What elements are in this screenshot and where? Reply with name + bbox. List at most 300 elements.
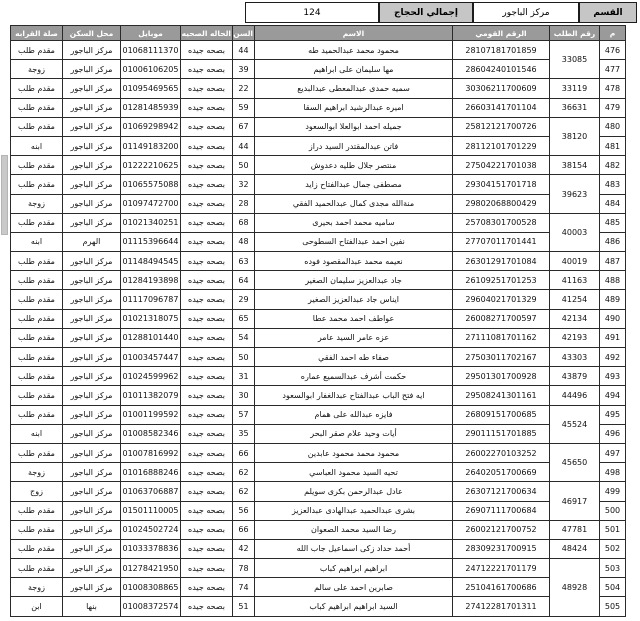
table-row (11, 117, 626, 136)
relation-cell: زوجة (11, 194, 63, 213)
age-cell: 42 (233, 539, 255, 558)
mobile-cell: 01007816992 (121, 443, 181, 462)
relation-cell: ابن (11, 597, 63, 616)
table-row (11, 156, 626, 175)
name-cell: فايزه عبدالله على همام (255, 405, 453, 424)
residence-cell: مركز الباجور (63, 559, 121, 578)
health-cell: بصحه جيده (181, 271, 233, 290)
table-row (11, 213, 626, 232)
health-cell: بصحه جيده (181, 136, 233, 155)
national-id-cell: 26002121700752 (453, 520, 550, 539)
residence-cell: مركز الباجور (63, 367, 121, 386)
name-cell: محمود محمد محمود عابدين (255, 443, 453, 462)
mobile-cell: 01001199592 (121, 405, 181, 424)
request-no-cell: 43879 (550, 367, 600, 386)
age-cell: 54 (233, 328, 255, 347)
name-cell: ابراهيم ابراهيم كباب (255, 559, 453, 578)
national-id-cell: 24712221701179 (453, 559, 550, 578)
request-no-cell: 45650 (550, 443, 600, 481)
header-index: م (600, 26, 626, 41)
health-cell: بصحه جيده (181, 98, 233, 117)
mobile-cell: 01097472700 (121, 194, 181, 213)
index-cell: 500 (600, 501, 626, 520)
residence-cell: مركز الباجور (63, 213, 121, 232)
name-cell: ساميه محمد احمد بحيرى (255, 213, 453, 232)
mobile-cell: 01016888246 (121, 463, 181, 482)
index-cell: 492 (600, 348, 626, 367)
index-cell: 501 (600, 520, 626, 539)
age-cell: 28 (233, 194, 255, 213)
residence-cell: مركز الباجور (63, 271, 121, 290)
health-cell: بصحه جيده (181, 367, 233, 386)
header-name: الاسم (255, 26, 453, 41)
index-cell: 494 (600, 386, 626, 405)
request-no-cell: 42134 (550, 309, 600, 328)
mobile-cell: 01024599962 (121, 367, 181, 386)
mobile-cell: 01149183200 (121, 136, 181, 155)
name-cell: سميه حمدى عبدالمعطى عبدالبديع (255, 79, 453, 98)
name-cell: محمود محمد عبدالحميد طه (255, 41, 453, 60)
health-cell: بصحه جيده (181, 328, 233, 347)
relation-cell: مقدم طلب (11, 79, 63, 98)
health-cell: بصحه جيده (181, 232, 233, 251)
index-cell: 481 (600, 136, 626, 155)
residence-cell: مركز الباجور (63, 443, 121, 462)
table-row (11, 309, 626, 328)
name-cell: منتصر جلال طليه دعدوش (255, 156, 453, 175)
mobile-cell: 01068111370 (121, 41, 181, 60)
residence-cell: مركز الباجور (63, 482, 121, 501)
age-cell: 66 (233, 520, 255, 539)
relation-cell: زوجة (11, 578, 63, 597)
header-health: الحاله الصحيه (181, 26, 233, 41)
index-cell: 502 (600, 539, 626, 558)
national-id-cell: 26402051700669 (453, 463, 550, 482)
age-cell: 63 (233, 252, 255, 271)
request-no-cell: 47781 (550, 520, 600, 539)
request-no-cell: 44496 (550, 386, 600, 405)
name-cell: جاد عبدالعزيز سليمان الصغير (255, 271, 453, 290)
national-id-cell: 28604240101546 (453, 60, 550, 79)
residence-cell: الهرم (63, 232, 121, 251)
residence-cell: مركز الباجور (63, 98, 121, 117)
table-row (11, 559, 626, 578)
national-id-cell: 28112101701229 (453, 136, 550, 155)
relation-cell: زوجة (11, 60, 63, 79)
age-cell: 64 (233, 271, 255, 290)
residence-cell: مركز الباجور (63, 79, 121, 98)
national-id-cell: 25104161700686 (453, 578, 550, 597)
national-id-cell: 27111081701162 (453, 328, 550, 347)
request-no-cell: 48928 (550, 559, 600, 617)
age-cell: 39 (233, 60, 255, 79)
age-cell: 56 (233, 501, 255, 520)
table-row (11, 328, 626, 347)
index-cell: 493 (600, 367, 626, 386)
mobile-cell: 01008308865 (121, 578, 181, 597)
age-cell: 62 (233, 463, 255, 482)
name-cell: ايه فتح الباب عبدالفتاح عبدالغفار ابوالسعود (255, 386, 453, 405)
age-cell: 31 (233, 367, 255, 386)
national-id-cell: 26008271700597 (453, 309, 550, 328)
relation-cell: زوجة (11, 463, 63, 482)
name-cell: ايناس جاد عبدالعزيز الصغير (255, 290, 453, 309)
mobile-cell: 01024502724 (121, 520, 181, 539)
request-no-cell: 33119 (550, 79, 600, 98)
index-cell: 504 (600, 578, 626, 597)
age-cell: 44 (233, 136, 255, 155)
request-no-cell: 41163 (550, 271, 600, 290)
table-row (11, 136, 626, 155)
age-cell: 67 (233, 117, 255, 136)
header-national-id: الرقم القومي (453, 26, 550, 41)
residence-cell: مركز الباجور (63, 501, 121, 520)
age-cell: 50 (233, 348, 255, 367)
relation-cell: مقدم طلب (11, 539, 63, 558)
national-id-cell: 27503011702167 (453, 348, 550, 367)
age-cell: 22 (233, 79, 255, 98)
relation-cell: مقدم طلب (11, 443, 63, 462)
national-id-cell: 27707011701441 (453, 232, 550, 251)
residence-cell: مركز الباجور (63, 578, 121, 597)
residence-cell: مركز الباجور (63, 175, 121, 194)
relation-cell: مقدم طلب (11, 328, 63, 347)
relation-cell: ابنه (11, 232, 63, 251)
name-cell: جميله احمد ابوالعلا ابوالسعود (255, 117, 453, 136)
age-cell: 35 (233, 424, 255, 443)
age-cell: 51 (233, 597, 255, 616)
health-cell: بصحه جيده (181, 41, 233, 60)
index-cell: 476 (600, 41, 626, 60)
national-id-cell: 29011151701885 (453, 424, 550, 443)
age-cell: 30 (233, 386, 255, 405)
mobile-cell: 01284193898 (121, 271, 181, 290)
mobile-cell: 01148494545 (121, 252, 181, 271)
mobile-cell: 01115396644 (121, 232, 181, 251)
relation-cell: مقدم طلب (11, 386, 63, 405)
total-pilgrims-value: 124 (245, 2, 379, 23)
index-cell: 498 (600, 463, 626, 482)
table-row (11, 367, 626, 386)
mobile-cell: 01288101440 (121, 328, 181, 347)
index-cell: 487 (600, 252, 626, 271)
relation-cell: مقدم طلب (11, 520, 63, 539)
national-id-cell: 26809151700685 (453, 405, 550, 424)
request-no-cell: 46917 (550, 482, 600, 520)
national-id-cell: 26002270103252 (453, 443, 550, 462)
health-cell: بصحه جيده (181, 520, 233, 539)
table-row (11, 501, 626, 520)
header-age: السن (233, 26, 255, 41)
relation-cell: مقدم طلب (11, 271, 63, 290)
relation-cell: مقدم طلب (11, 405, 63, 424)
table-row (11, 232, 626, 251)
health-cell: بصحه جيده (181, 213, 233, 232)
residence-cell: مركز الباجور (63, 520, 121, 539)
index-cell: 497 (600, 443, 626, 462)
index-cell: 486 (600, 232, 626, 251)
mobile-cell: 01281485939 (121, 98, 181, 117)
table-row (11, 60, 626, 79)
national-id-cell: 29304151701718 (453, 175, 550, 194)
age-cell: 65 (233, 309, 255, 328)
age-cell: 62 (233, 482, 255, 501)
index-cell: 478 (600, 79, 626, 98)
request-no-cell: 39623 (550, 175, 600, 213)
residence-cell: مركز الباجور (63, 290, 121, 309)
table-row (11, 405, 626, 424)
table-row (11, 79, 626, 98)
age-cell: 59 (233, 98, 255, 117)
table-row (11, 578, 626, 597)
index-cell: 496 (600, 424, 626, 443)
request-no-cell: 33085 (550, 41, 600, 79)
request-no-cell: 45524 (550, 405, 600, 443)
health-cell: بصحه جيده (181, 252, 233, 271)
name-cell: عادل عبدالرحمن بكرى سويلم (255, 482, 453, 501)
index-cell: 490 (600, 309, 626, 328)
name-cell: مصطفى جمال عبدالفتاح زايد (255, 175, 453, 194)
table-row (11, 520, 626, 539)
national-id-cell: 28309231700915 (453, 539, 550, 558)
relation-cell: مقدم طلب (11, 559, 63, 578)
relation-cell: ابنه (11, 424, 63, 443)
age-cell: 57 (233, 405, 255, 424)
request-no-cell: 38120 (550, 117, 600, 155)
health-cell: بصحه جيده (181, 482, 233, 501)
index-cell: 491 (600, 328, 626, 347)
name-cell: أحمد حداد زكى اسماعيل جاب الله (255, 539, 453, 558)
header-mobile: موبايل (121, 26, 181, 41)
department-value: مركز الباجور (473, 2, 579, 23)
mobile-cell: 01011382079 (121, 386, 181, 405)
health-cell: بصحه جيده (181, 348, 233, 367)
national-id-cell: 26907111700684 (453, 501, 550, 520)
name-cell: بشرى عبدالحميد عبدالهادى عبدالعزيز (255, 501, 453, 520)
national-id-cell: 26301291701084 (453, 252, 550, 271)
mobile-cell: 01222210625 (121, 156, 181, 175)
health-cell: بصحه جيده (181, 117, 233, 136)
health-cell: بصحه جيده (181, 309, 233, 328)
pilgrims-table (10, 25, 626, 617)
age-cell: 50 (233, 156, 255, 175)
total-pilgrims-label: إجمالي الحجاج (379, 2, 473, 23)
relation-cell: مقدم طلب (11, 175, 63, 194)
residence-cell: مركز الباجور (63, 539, 121, 558)
national-id-cell: 25812121700726 (453, 117, 550, 136)
table-row (11, 424, 626, 443)
relation-cell: زوج (11, 482, 63, 501)
health-cell: بصحه جيده (181, 597, 233, 616)
table-row (11, 252, 626, 271)
health-cell: بصحه جيده (181, 539, 233, 558)
relation-cell: ابنه (11, 136, 63, 155)
index-cell: 477 (600, 60, 626, 79)
table-row (11, 348, 626, 367)
national-id-cell: 25708301700528 (453, 213, 550, 232)
residence-cell: مركز الباجور (63, 405, 121, 424)
index-cell: 482 (600, 156, 626, 175)
request-no-cell: 43303 (550, 348, 600, 367)
residence-cell: مركز الباجور (63, 117, 121, 136)
index-cell: 479 (600, 98, 626, 117)
name-cell: فاتن عبدالمقتدر السيد دراز (255, 136, 453, 155)
index-cell: 489 (600, 290, 626, 309)
national-id-cell: 26109251701253 (453, 271, 550, 290)
request-no-cell: 41254 (550, 290, 600, 309)
department-label: القسم (579, 2, 637, 23)
residence-cell: مركز الباجور (63, 60, 121, 79)
national-id-cell: 29508241301161 (453, 386, 550, 405)
national-id-cell: 26307121700634 (453, 482, 550, 501)
age-cell: 74 (233, 578, 255, 597)
index-cell: 484 (600, 194, 626, 213)
health-cell: بصحه جيده (181, 290, 233, 309)
table-header-row (11, 26, 626, 41)
header-request-no: رقم الطلب (550, 26, 600, 41)
mobile-cell: 01033378836 (121, 539, 181, 558)
relation-cell: مقدم طلب (11, 41, 63, 60)
name-cell: نعيمه محمد عبدالمقصود فوده (255, 252, 453, 271)
relation-cell: مقدم طلب (11, 98, 63, 117)
index-cell: 505 (600, 597, 626, 616)
relation-cell: مقدم طلب (11, 213, 63, 232)
residence-cell: مركز الباجور (63, 194, 121, 213)
relation-cell: مقدم طلب (11, 252, 63, 271)
name-cell: نفين احمد عبدالفتاح السطوحى (255, 232, 453, 251)
table-row (11, 463, 626, 482)
relation-cell: مقدم طلب (11, 309, 63, 328)
residence-cell: مركز الباجور (63, 136, 121, 155)
age-cell: 44 (233, 41, 255, 60)
health-cell: بصحه جيده (181, 424, 233, 443)
table-row (11, 386, 626, 405)
health-cell: بصحه جيده (181, 559, 233, 578)
table-row (11, 597, 626, 616)
index-cell: 485 (600, 213, 626, 232)
table-row (11, 175, 626, 194)
name-cell: اميره عبدالرشيد ابراهيم السقا (255, 98, 453, 117)
residence-cell: مركز الباجور (63, 252, 121, 271)
health-cell: بصحه جيده (181, 156, 233, 175)
mobile-cell: 01008582346 (121, 424, 181, 443)
residence-cell: مركز الباجور (63, 348, 121, 367)
national-id-cell: 29501301700928 (453, 367, 550, 386)
residence-cell: مركز الباجور (63, 386, 121, 405)
table-body (11, 41, 626, 617)
name-cell: السيد ابراهيم ابراهيم كباب (255, 597, 453, 616)
request-no-cell: 40003 (550, 213, 600, 251)
mobile-cell: 01278421950 (121, 559, 181, 578)
age-cell: 78 (233, 559, 255, 578)
residence-cell: مركز الباجور (63, 41, 121, 60)
mobile-cell: 01117096787 (121, 290, 181, 309)
relation-cell: مقدم طلب (11, 367, 63, 386)
health-cell: بصحه جيده (181, 386, 233, 405)
index-cell: 488 (600, 271, 626, 290)
index-cell: 503 (600, 559, 626, 578)
age-cell: 66 (233, 443, 255, 462)
health-cell: بصحه جيده (181, 443, 233, 462)
mobile-cell: 01021318075 (121, 309, 181, 328)
name-cell: عواطف احمد محمد عطا (255, 309, 453, 328)
request-no-cell: 38154 (550, 156, 600, 175)
table-row (11, 271, 626, 290)
table-row (11, 443, 626, 462)
name-cell: منةالله مجدى كمال عبدالحميد الفقي (255, 194, 453, 213)
relation-cell: مقدم طلب (11, 290, 63, 309)
relation-cell: مقدم طلب (11, 156, 63, 175)
age-cell: 48 (233, 232, 255, 251)
name-cell: عزه عامر السيد عامر (255, 328, 453, 347)
name-cell: صفاء طه احمد الفقي (255, 348, 453, 367)
index-cell: 499 (600, 482, 626, 501)
health-cell: بصحه جيده (181, 194, 233, 213)
health-cell: بصحه جيده (181, 175, 233, 194)
request-no-cell: 36631 (550, 98, 600, 117)
residence-cell: مركز الباجور (63, 156, 121, 175)
request-no-cell: 40019 (550, 252, 600, 271)
age-cell: 29 (233, 290, 255, 309)
relation-cell: مقدم طلب (11, 117, 63, 136)
header-residence: محل السكن (63, 26, 121, 41)
index-cell: 480 (600, 117, 626, 136)
mobile-cell: 01006106205 (121, 60, 181, 79)
vertical-scrollbar-thumb[interactable] (1, 155, 8, 235)
name-cell: أيات وحيد علام صقر البحر (255, 424, 453, 443)
health-cell: بصحه جيده (181, 79, 233, 98)
residence-cell: مركز الباجور (63, 309, 121, 328)
header-relation: صلة القرابه (11, 26, 63, 41)
national-id-cell: 29604021701329 (453, 290, 550, 309)
name-cell: مها سليمان على ابراهيم (255, 60, 453, 79)
national-id-cell: 30306211700609 (453, 79, 550, 98)
table-row (11, 41, 626, 60)
health-cell: بصحه جيده (181, 578, 233, 597)
age-cell: 32 (233, 175, 255, 194)
name-cell: صابرين احمد على سالم (255, 578, 453, 597)
name-cell: رضا السيد محمد الصعوان (255, 520, 453, 539)
table-row (11, 482, 626, 501)
table-row (11, 98, 626, 117)
table-row (11, 290, 626, 309)
index-cell: 483 (600, 175, 626, 194)
index-cell: 495 (600, 405, 626, 424)
national-id-cell: 26603141701104 (453, 98, 550, 117)
residence-cell: مركز الباجور (63, 463, 121, 482)
mobile-cell: 01069298942 (121, 117, 181, 136)
health-cell: بصحه جيده (181, 463, 233, 482)
mobile-cell: 01003457447 (121, 348, 181, 367)
request-no-cell: 42193 (550, 328, 600, 347)
mobile-cell: 01008372574 (121, 597, 181, 616)
table-row (11, 539, 626, 558)
health-cell: بصحه جيده (181, 60, 233, 79)
health-cell: بصحه جيده (181, 501, 233, 520)
national-id-cell: 27504221701038 (453, 156, 550, 175)
name-cell: حكمت أشرف عبدالسميع عماره (255, 367, 453, 386)
residence-cell: مركز الباجور (63, 328, 121, 347)
mobile-cell: 01063706887 (121, 482, 181, 501)
age-cell: 68 (233, 213, 255, 232)
mobile-cell: 01021340251 (121, 213, 181, 232)
request-no-cell: 48424 (550, 539, 600, 558)
relation-cell: مقدم طلب (11, 348, 63, 367)
national-id-cell: 27412281701311 (453, 597, 550, 616)
mobile-cell: 01065575088 (121, 175, 181, 194)
mobile-cell: 01095469565 (121, 79, 181, 98)
national-id-cell: 28107181701859 (453, 41, 550, 60)
